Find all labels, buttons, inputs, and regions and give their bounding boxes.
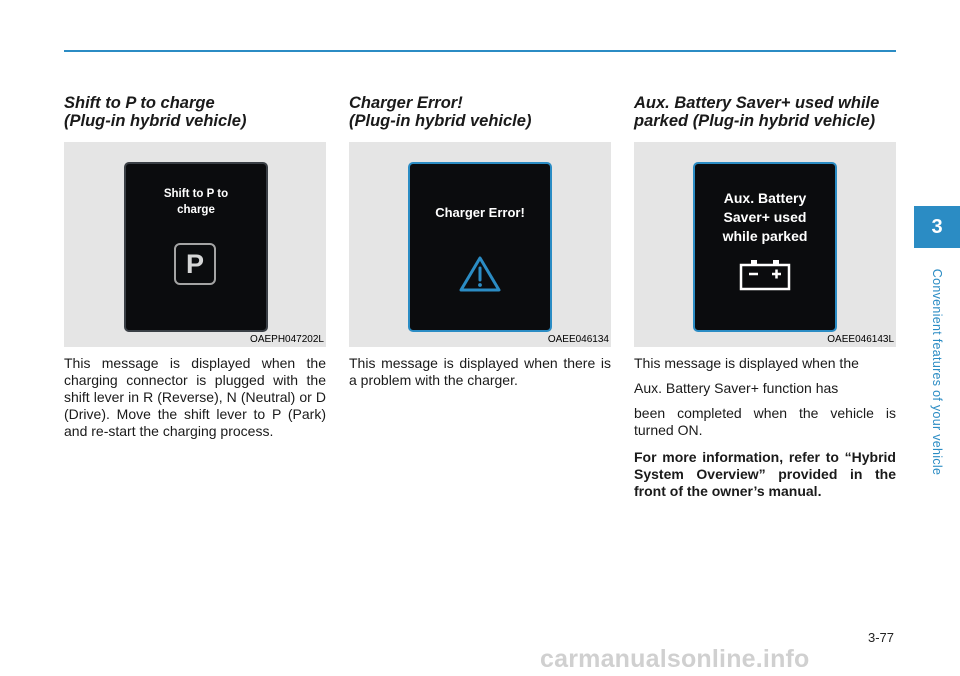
figure-code: OAEE046134 (547, 334, 609, 345)
warning-triangle-icon (458, 255, 502, 293)
section-note: For more information, refer to “Hybrid System Overview” provided in the front of the owner’s manual. (634, 449, 896, 499)
chapter-tab: 3 (914, 206, 960, 248)
section-charger-error (349, 94, 611, 389)
chapter-title: Convenient features of your vehicle (930, 268, 944, 476)
cluster-display (408, 162, 552, 332)
watermark: carmanualsonline.info (540, 645, 810, 673)
figure-aux-battery-saver (634, 142, 896, 347)
section-heading: Aux. Battery Saver+ used while parked (Plug-in hybrid vehicle) (634, 94, 880, 130)
battery-icon (739, 259, 791, 291)
figure-code: OAEE046143L (827, 334, 894, 345)
cluster-display (124, 162, 268, 332)
section-heading: Charger Error! (Plug-in hybrid vehicle) (349, 94, 532, 130)
figure-charger-error (349, 142, 611, 347)
display-message: Shift to P to charge (163, 188, 229, 216)
section-heading: Shift to P to charge (Plug-in hybrid vehicle) (64, 94, 247, 130)
park-p-icon: P (174, 243, 216, 285)
figure-shift-to-p (64, 142, 326, 347)
section-body-line: been completed when the vehicle is turned ON. (634, 405, 896, 438)
section-shift-to-p (64, 94, 326, 440)
section-body: This message is displayed when the charging connector is plugged with the shift lever in R (Reverse), N (Neutral) or D (Drive). Move the shift lever to P (Park) and re-start the charging process. (64, 355, 326, 439)
section-aux-battery-saver (634, 94, 896, 500)
display-message: Charger Error! (435, 205, 525, 220)
section-body-line: Aux. Battery Saver+ function has (634, 380, 839, 396)
cluster-display (693, 162, 837, 332)
figure-code: OAEPH047202L (250, 334, 324, 345)
section-body-line: This message is displayed when the (634, 355, 859, 371)
display-message: Aux. Battery Saver+ used while parked (722, 190, 808, 244)
top-rule (64, 50, 896, 52)
section-body: This message is displayed when there is a problem with the charger. (349, 355, 611, 388)
page-number: 3-77 (867, 630, 894, 645)
